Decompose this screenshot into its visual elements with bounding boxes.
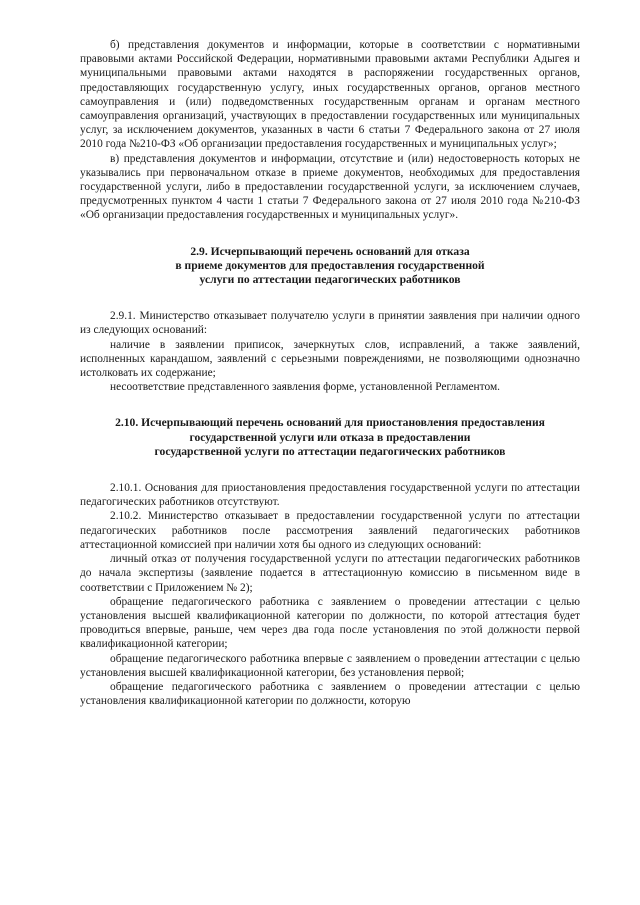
paragraph-2-10-2-c: обращение педагогического работника впервые с заявлением о проведении аттестации с целью установления высшей квалификационной категории, без установления первой; [80,652,580,679]
paragraph-2-10-2-b: обращение педагогического работника с заявлением о проведении аттестации с целью установления высшей квалификационной категории по должности, по которой аттестация будет проводиться впервые, раньше, чем через два года после установления по этой должности первой квалификационной категории; [80,595,580,651]
document-page [80,38,580,708]
paragraph-2-9-1-b: несоответствие представленного заявления форме, установленной Регламентом. [110,381,501,394]
heading-line: государственной услуги или отказа в предоставлении [189,430,471,444]
heading-line: в приеме документов для предоставления государственной [175,258,485,272]
paragraph-v: в) представления документов и информации, отсутствие и (или) недостоверность которых не указывались при первоначальном отказе в приеме документов, необходимых для предоставления государственной услуги, либо в предоставлении государственной услуги, за исключением случаев, предусмотренных пунктом 4 части 1 статьи 7 Федерального закона от 27 июля 2010 года №210-ФЗ «Об организации предоставления государственных и муниципальных услуг». [80,152,580,222]
paragraph-2-10-2-a: личный отказ от получения государственной услуги по аттестации педагогических работников до начала экспертизы (заявление подается в аттестационную комиссию в письменном виде в соответствии с Приложением № 2); [80,553,580,594]
paragraph-2-10-1: 2.10.1. Основания для приостановления предоставления государственной услуги по аттестации педагогических работников отсутствуют. [80,482,580,509]
heading-line: государственной услуги по аттестации педагогических работников [154,444,506,458]
section-heading-2-10 [80,416,580,459]
paragraph-b: б) представления документов и информации, которые в соответствии с нормативными правовыми актами Российской Федерации, нормативными правовыми актами Республики Адыгея и муниципальными правовыми актами находятся в распоряжении государственных органов, предоставляющих государственную услугу, иных государственных органов, органов местного самоуправления и (или) подведомственных государственным органам и органам местного самоуправления организаций, участвующих в предоставлении государственных или муниципальных услуг, за исключением документов, указанных в части 6 статьи 7 Федерального закона от 27 июля 2010 года №210-ФЗ «Об организации предоставления государственных и муниципальных услуг»; [80,39,580,151]
paragraph-2-9-1: 2.9.1. Министерство отказывает получателю услуги в принятии заявления при наличии одного из следующих оснований: [80,310,580,337]
heading-line: услуги по аттестации педагогических работников [199,273,461,287]
heading-line: 2.10. Исчерпывающий перечень оснований для приостановления предоставления [115,416,545,430]
heading-line: 2.9. Исчерпывающий перечень оснований для отказа [190,244,470,258]
paragraph-2-9-1-a: наличие в заявлении приписок, зачеркнутых слов, исправлений, а также заявлений, исполненных карандашом, заявлений с серьезными повреждениями, не позволяющими однозначно истолковать их содержание; [80,338,580,380]
section-heading-2-9 [80,245,580,288]
paragraph-2-10-2: 2.10.2. Министерство отказывает в предоставлении государственной услуги по аттестации педагогических работников после рассмотрения заявлений педагогических работников аттестационной комиссией при наличии хотя бы одного из следующих оснований: [80,510,580,551]
paragraph-2-10-2-d: обращение педагогического работника с заявлением о проведении аттестации с целью установления квалификационной категории по должности, которую [80,680,580,708]
